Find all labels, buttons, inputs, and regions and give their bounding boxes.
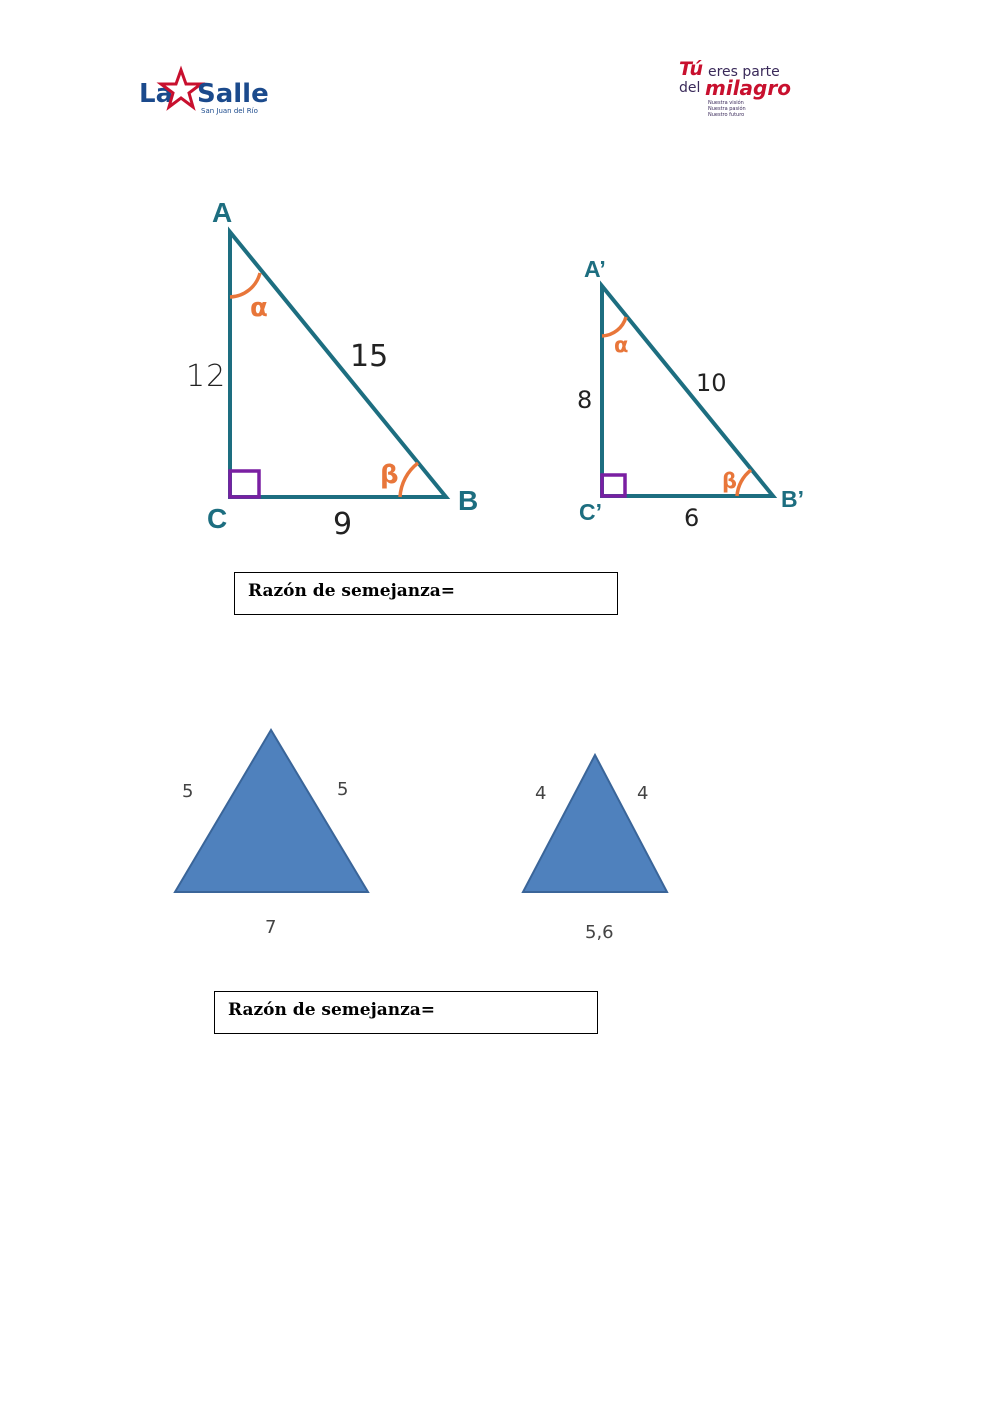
side-ac-label: 12 — [186, 359, 227, 394]
small-side-ac-label: 8 — [577, 386, 593, 414]
similarity-ratio-label-2: Razón de semejanza= — [228, 1000, 436, 1020]
logo-tag-2: Nuestra pasión — [708, 106, 746, 112]
big-right-triangle — [230, 232, 446, 497]
small-side-ab-label: 10 — [696, 369, 727, 397]
small-isosceles-triangle — [523, 755, 667, 892]
isosceles-triangles-figure — [0, 715, 1000, 955]
similarity-ratio-box-1 — [234, 572, 618, 615]
tu-eres-parte-graphic — [675, 55, 795, 120]
right-triangles-figure — [0, 180, 1000, 550]
logo-del: del — [679, 80, 701, 96]
la-salle-logo-graphic — [135, 60, 275, 120]
small-alpha-label: α — [614, 333, 629, 357]
small-beta-label: β — [722, 469, 738, 493]
side-ab-label: 15 — [350, 339, 389, 374]
big-beta-arc — [400, 463, 418, 497]
small-side-cb-label: 6 — [684, 504, 700, 532]
logo-tag-3: Nuestro futuro — [708, 112, 745, 118]
la-salle-text-a: La — [139, 79, 174, 109]
la-salle-logo — [135, 60, 275, 120]
similarity-ratio-label-1: Razón de semejanza= — [248, 581, 456, 601]
vertex-b-prime: B’ — [781, 486, 804, 512]
big-alpha-label: α — [250, 293, 268, 323]
big-base-label: 7 — [265, 917, 277, 938]
vertex-a-prime: A’ — [584, 256, 606, 282]
big-isosceles-triangle — [175, 730, 368, 892]
similarity-ratio-input-1[interactable] — [501, 578, 611, 609]
vertex-c: C — [207, 503, 228, 534]
big-right-side-label: 5 — [337, 779, 349, 800]
big-beta-label: β — [380, 460, 399, 490]
logo-tu: Tú — [679, 58, 704, 80]
logo-tag-1: Nuestra visión — [708, 100, 744, 106]
small-left-side-label: 4 — [535, 783, 547, 804]
vertex-b: B — [458, 485, 479, 516]
similarity-ratio-box-2 — [214, 991, 598, 1034]
la-salle-subtitle: San Juan del Río — [201, 107, 258, 115]
logo-milagro: milagro — [705, 76, 791, 100]
small-base-label: 5,6 — [585, 922, 614, 943]
vertex-a: A — [212, 197, 233, 228]
logo-eres-parte: eres parte — [708, 64, 780, 80]
big-left-side-label: 5 — [182, 781, 194, 802]
la-salle-text-b: Salle — [197, 79, 269, 109]
vertex-c-prime: C’ — [579, 499, 602, 525]
small-beta-arc — [737, 470, 751, 496]
big-right-angle-mark — [230, 471, 259, 497]
small-right-angle-mark — [602, 475, 625, 496]
small-right-side-label: 4 — [637, 783, 649, 804]
side-cb-label: 9 — [333, 507, 353, 542]
similarity-ratio-input-2[interactable] — [481, 997, 591, 1028]
tu-eres-parte-logo — [675, 55, 795, 120]
